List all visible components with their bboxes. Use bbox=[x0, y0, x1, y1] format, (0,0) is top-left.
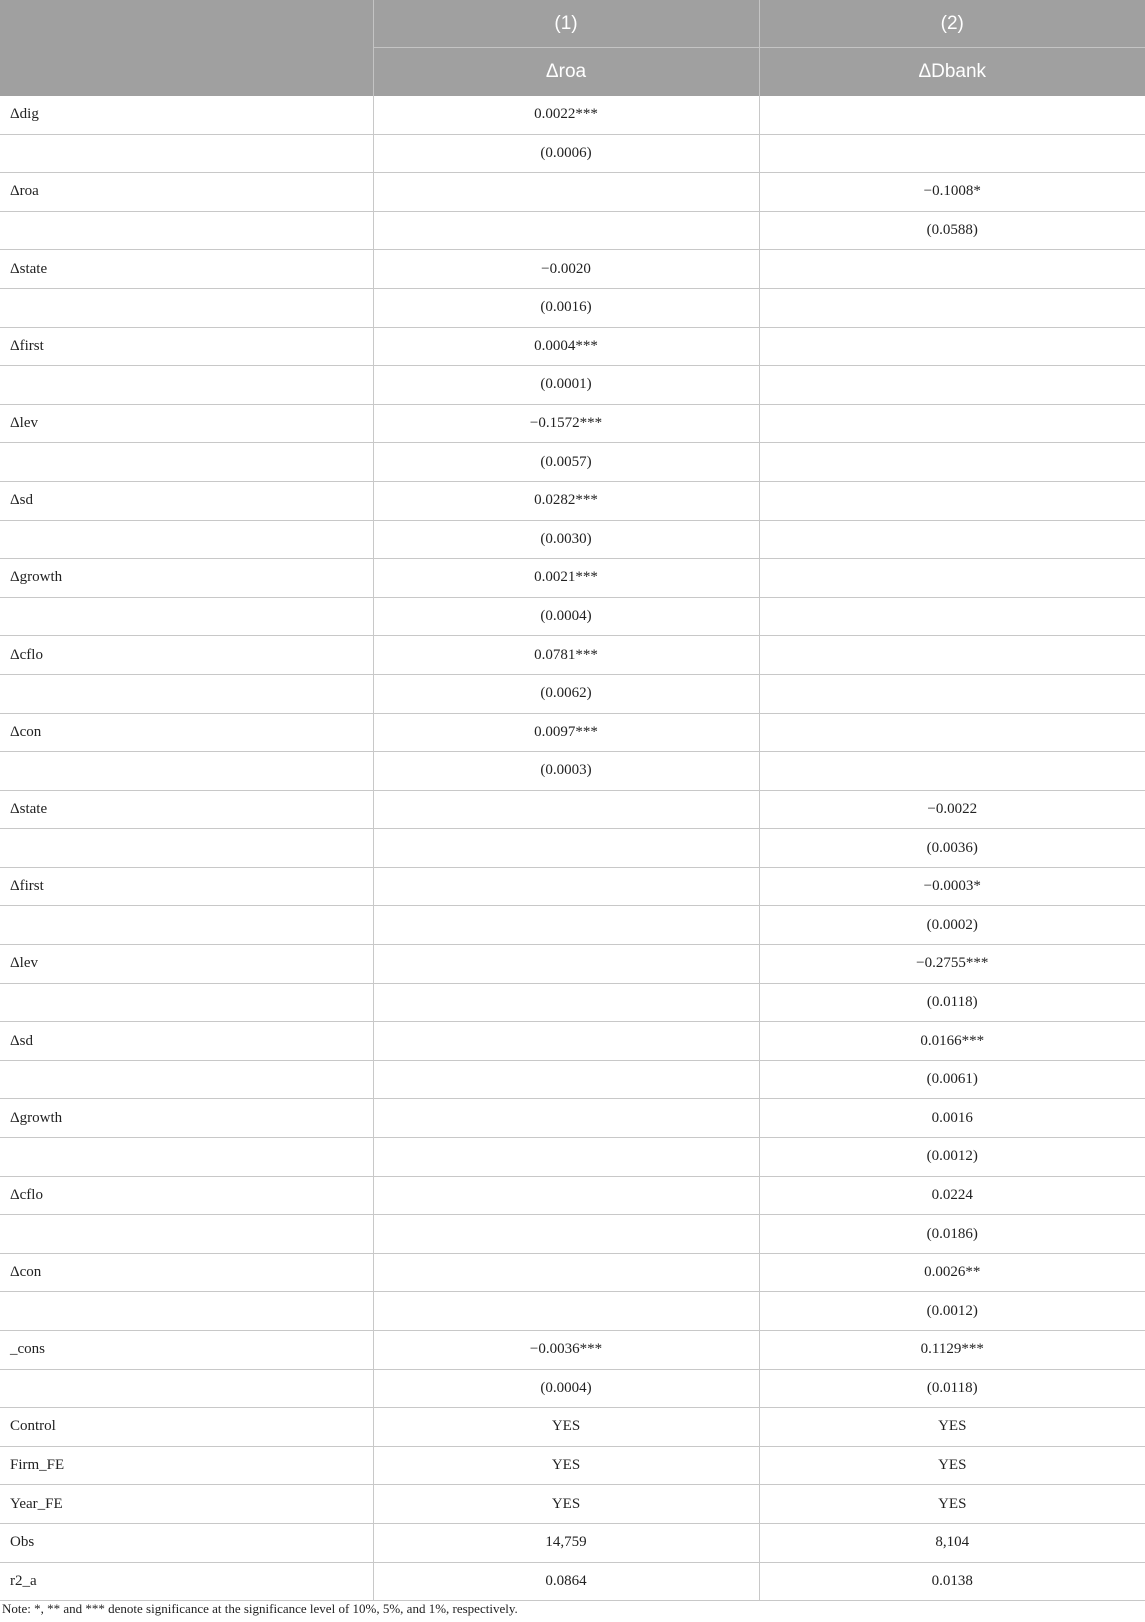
table-row bbox=[0, 945, 1145, 984]
cell-column-1: (0.0004) bbox=[373, 1369, 759, 1408]
cell-column-1: −0.0020 bbox=[373, 250, 759, 289]
table-row bbox=[0, 636, 1145, 675]
row-label: Δcflo bbox=[0, 636, 373, 675]
cell-column-2 bbox=[759, 674, 1145, 713]
cell-column-2 bbox=[759, 559, 1145, 598]
table-row bbox=[0, 1562, 1145, 1601]
row-label bbox=[0, 443, 373, 482]
table-row bbox=[0, 327, 1145, 366]
row-label bbox=[0, 829, 373, 868]
row-label: Obs bbox=[0, 1523, 373, 1562]
table-row bbox=[0, 1331, 1145, 1370]
cell-column-1 bbox=[373, 1176, 759, 1215]
cell-column-2: (0.0588) bbox=[759, 211, 1145, 250]
cell-column-1: (0.0062) bbox=[373, 674, 759, 713]
row-label bbox=[0, 1369, 373, 1408]
cell-column-2 bbox=[759, 481, 1145, 520]
column-2-variable: ΔDbank bbox=[759, 48, 1145, 97]
cell-column-1: 0.0781*** bbox=[373, 636, 759, 675]
row-label bbox=[0, 1060, 373, 1099]
row-label: Year_FE bbox=[0, 1485, 373, 1524]
cell-column-1 bbox=[373, 1138, 759, 1177]
row-label: Δlev bbox=[0, 404, 373, 443]
table-row bbox=[0, 867, 1145, 906]
column-1-variable: Δroa bbox=[373, 48, 759, 97]
row-label: Δgrowth bbox=[0, 559, 373, 598]
row-label: Δstate bbox=[0, 790, 373, 829]
cell-column-1 bbox=[373, 1060, 759, 1099]
cell-column-1 bbox=[373, 1215, 759, 1254]
cell-column-2: −0.1008* bbox=[759, 173, 1145, 212]
cell-column-2: (0.0012) bbox=[759, 1138, 1145, 1177]
table-row bbox=[0, 1060, 1145, 1099]
cell-column-1: 0.0021*** bbox=[373, 559, 759, 598]
cell-column-1 bbox=[373, 906, 759, 945]
table-row bbox=[0, 134, 1145, 173]
cell-column-2: 0.0026** bbox=[759, 1253, 1145, 1292]
cell-column-2: (0.0036) bbox=[759, 829, 1145, 868]
cell-column-1: YES bbox=[373, 1408, 759, 1447]
row-label bbox=[0, 983, 373, 1022]
table-row bbox=[0, 1176, 1145, 1215]
table-row bbox=[0, 250, 1145, 289]
table-row bbox=[0, 713, 1145, 752]
cell-column-1 bbox=[373, 983, 759, 1022]
table-row bbox=[0, 597, 1145, 636]
row-label: Δcon bbox=[0, 1253, 373, 1292]
row-label: Δgrowth bbox=[0, 1099, 373, 1138]
cell-column-1 bbox=[373, 211, 759, 250]
cell-column-2 bbox=[759, 713, 1145, 752]
table-row bbox=[0, 1215, 1145, 1254]
header-row-numbers bbox=[0, 0, 1145, 48]
cell-column-2: YES bbox=[759, 1446, 1145, 1485]
cell-column-2 bbox=[759, 366, 1145, 405]
row-label: Firm_FE bbox=[0, 1446, 373, 1485]
row-label: Δfirst bbox=[0, 327, 373, 366]
cell-column-1: 14,759 bbox=[373, 1523, 759, 1562]
row-label bbox=[0, 520, 373, 559]
cell-column-2: 0.0166*** bbox=[759, 1022, 1145, 1061]
row-label bbox=[0, 288, 373, 327]
row-label bbox=[0, 752, 373, 791]
table-row bbox=[0, 520, 1145, 559]
cell-column-1 bbox=[373, 790, 759, 829]
cell-column-1: −0.1572*** bbox=[373, 404, 759, 443]
row-label bbox=[0, 597, 373, 636]
cell-column-2: 0.0016 bbox=[759, 1099, 1145, 1138]
cell-column-1: 0.0864 bbox=[373, 1562, 759, 1601]
cell-column-2: −0.2755*** bbox=[759, 945, 1145, 984]
cell-column-2: (0.0002) bbox=[759, 906, 1145, 945]
cell-column-1: (0.0006) bbox=[373, 134, 759, 173]
row-label bbox=[0, 1138, 373, 1177]
cell-column-2 bbox=[759, 288, 1145, 327]
row-label bbox=[0, 674, 373, 713]
table-row bbox=[0, 288, 1145, 327]
row-label: Control bbox=[0, 1408, 373, 1447]
cell-column-2 bbox=[759, 520, 1145, 559]
cell-column-2: (0.0118) bbox=[759, 1369, 1145, 1408]
cell-column-2: (0.0061) bbox=[759, 1060, 1145, 1099]
cell-column-1 bbox=[373, 173, 759, 212]
table-row bbox=[0, 1099, 1145, 1138]
cell-column-2: −0.0022 bbox=[759, 790, 1145, 829]
table-row bbox=[0, 366, 1145, 405]
header-stub bbox=[0, 0, 373, 96]
row-label bbox=[0, 134, 373, 173]
cell-column-2 bbox=[759, 636, 1145, 675]
table-row bbox=[0, 96, 1145, 134]
cell-column-2 bbox=[759, 752, 1145, 791]
cell-column-2: (0.0186) bbox=[759, 1215, 1145, 1254]
table-row bbox=[0, 1253, 1145, 1292]
row-label: Δfirst bbox=[0, 867, 373, 906]
cell-column-2: 0.1129*** bbox=[759, 1331, 1145, 1370]
row-label: Δcflo bbox=[0, 1176, 373, 1215]
cell-column-2 bbox=[759, 327, 1145, 366]
table-row bbox=[0, 173, 1145, 212]
table-row bbox=[0, 906, 1145, 945]
table-body bbox=[0, 96, 1145, 1601]
cell-column-1 bbox=[373, 945, 759, 984]
column-1-number: (1) bbox=[373, 0, 759, 48]
table-row bbox=[0, 1138, 1145, 1177]
cell-column-2: 8,104 bbox=[759, 1523, 1145, 1562]
row-label: Δsd bbox=[0, 481, 373, 520]
row-label bbox=[0, 1292, 373, 1331]
row-label bbox=[0, 906, 373, 945]
cell-column-2: YES bbox=[759, 1485, 1145, 1524]
cell-column-2 bbox=[759, 134, 1145, 173]
table-row bbox=[0, 1446, 1145, 1485]
table-row bbox=[0, 404, 1145, 443]
cell-column-1: (0.0016) bbox=[373, 288, 759, 327]
cell-column-1: −0.0036*** bbox=[373, 1331, 759, 1370]
row-label bbox=[0, 211, 373, 250]
row-label: r2_a bbox=[0, 1562, 373, 1601]
table-row bbox=[0, 1523, 1145, 1562]
table-row bbox=[0, 983, 1145, 1022]
cell-column-1: YES bbox=[373, 1446, 759, 1485]
row-label: Δlev bbox=[0, 945, 373, 984]
cell-column-1: (0.0004) bbox=[373, 597, 759, 636]
cell-column-1: 0.0004*** bbox=[373, 327, 759, 366]
table-row bbox=[0, 443, 1145, 482]
cell-column-1: 0.0097*** bbox=[373, 713, 759, 752]
cell-column-2 bbox=[759, 250, 1145, 289]
table-row bbox=[0, 481, 1145, 520]
cell-column-2: YES bbox=[759, 1408, 1145, 1447]
cell-column-2 bbox=[759, 96, 1145, 134]
cell-column-2 bbox=[759, 443, 1145, 482]
row-label: Δsd bbox=[0, 1022, 373, 1061]
cell-column-2: 0.0224 bbox=[759, 1176, 1145, 1215]
cell-column-1: (0.0003) bbox=[373, 752, 759, 791]
row-label: Δcon bbox=[0, 713, 373, 752]
cell-column-1: (0.0001) bbox=[373, 366, 759, 405]
table-row bbox=[0, 1408, 1145, 1447]
column-2-number: (2) bbox=[759, 0, 1145, 48]
row-label bbox=[0, 1215, 373, 1254]
cell-column-2: 0.0138 bbox=[759, 1562, 1145, 1601]
cell-column-2: (0.0012) bbox=[759, 1292, 1145, 1331]
cell-column-2 bbox=[759, 597, 1145, 636]
table-row bbox=[0, 211, 1145, 250]
cell-column-1 bbox=[373, 829, 759, 868]
table-row bbox=[0, 1485, 1145, 1524]
cell-column-1 bbox=[373, 1099, 759, 1138]
cell-column-2 bbox=[759, 404, 1145, 443]
table-note: Note: *, ** and *** denote significance at the significance level of 10%, 5%, and 1%, respectively. bbox=[2, 1601, 518, 1616]
cell-column-1: (0.0057) bbox=[373, 443, 759, 482]
row-label: _cons bbox=[0, 1331, 373, 1370]
row-label: Δroa bbox=[0, 173, 373, 212]
table-row bbox=[0, 829, 1145, 868]
table-row bbox=[0, 752, 1145, 791]
row-label: Δdig bbox=[0, 96, 373, 134]
cell-column-1 bbox=[373, 1022, 759, 1061]
row-label bbox=[0, 366, 373, 405]
table-row bbox=[0, 559, 1145, 598]
table-row bbox=[0, 674, 1145, 713]
table-row bbox=[0, 790, 1145, 829]
cell-column-1: 0.0022*** bbox=[373, 96, 759, 134]
cell-column-1: (0.0030) bbox=[373, 520, 759, 559]
cell-column-1 bbox=[373, 867, 759, 906]
table-row bbox=[0, 1369, 1145, 1408]
table-row bbox=[0, 1292, 1145, 1331]
cell-column-2: −0.0003* bbox=[759, 867, 1145, 906]
cell-column-1: YES bbox=[373, 1485, 759, 1524]
cell-column-1 bbox=[373, 1292, 759, 1331]
cell-column-1 bbox=[373, 1253, 759, 1292]
table-row bbox=[0, 1022, 1145, 1061]
cell-column-1: 0.0282*** bbox=[373, 481, 759, 520]
cell-column-2: (0.0118) bbox=[759, 983, 1145, 1022]
table-header bbox=[0, 0, 1145, 96]
row-label: Δstate bbox=[0, 250, 373, 289]
